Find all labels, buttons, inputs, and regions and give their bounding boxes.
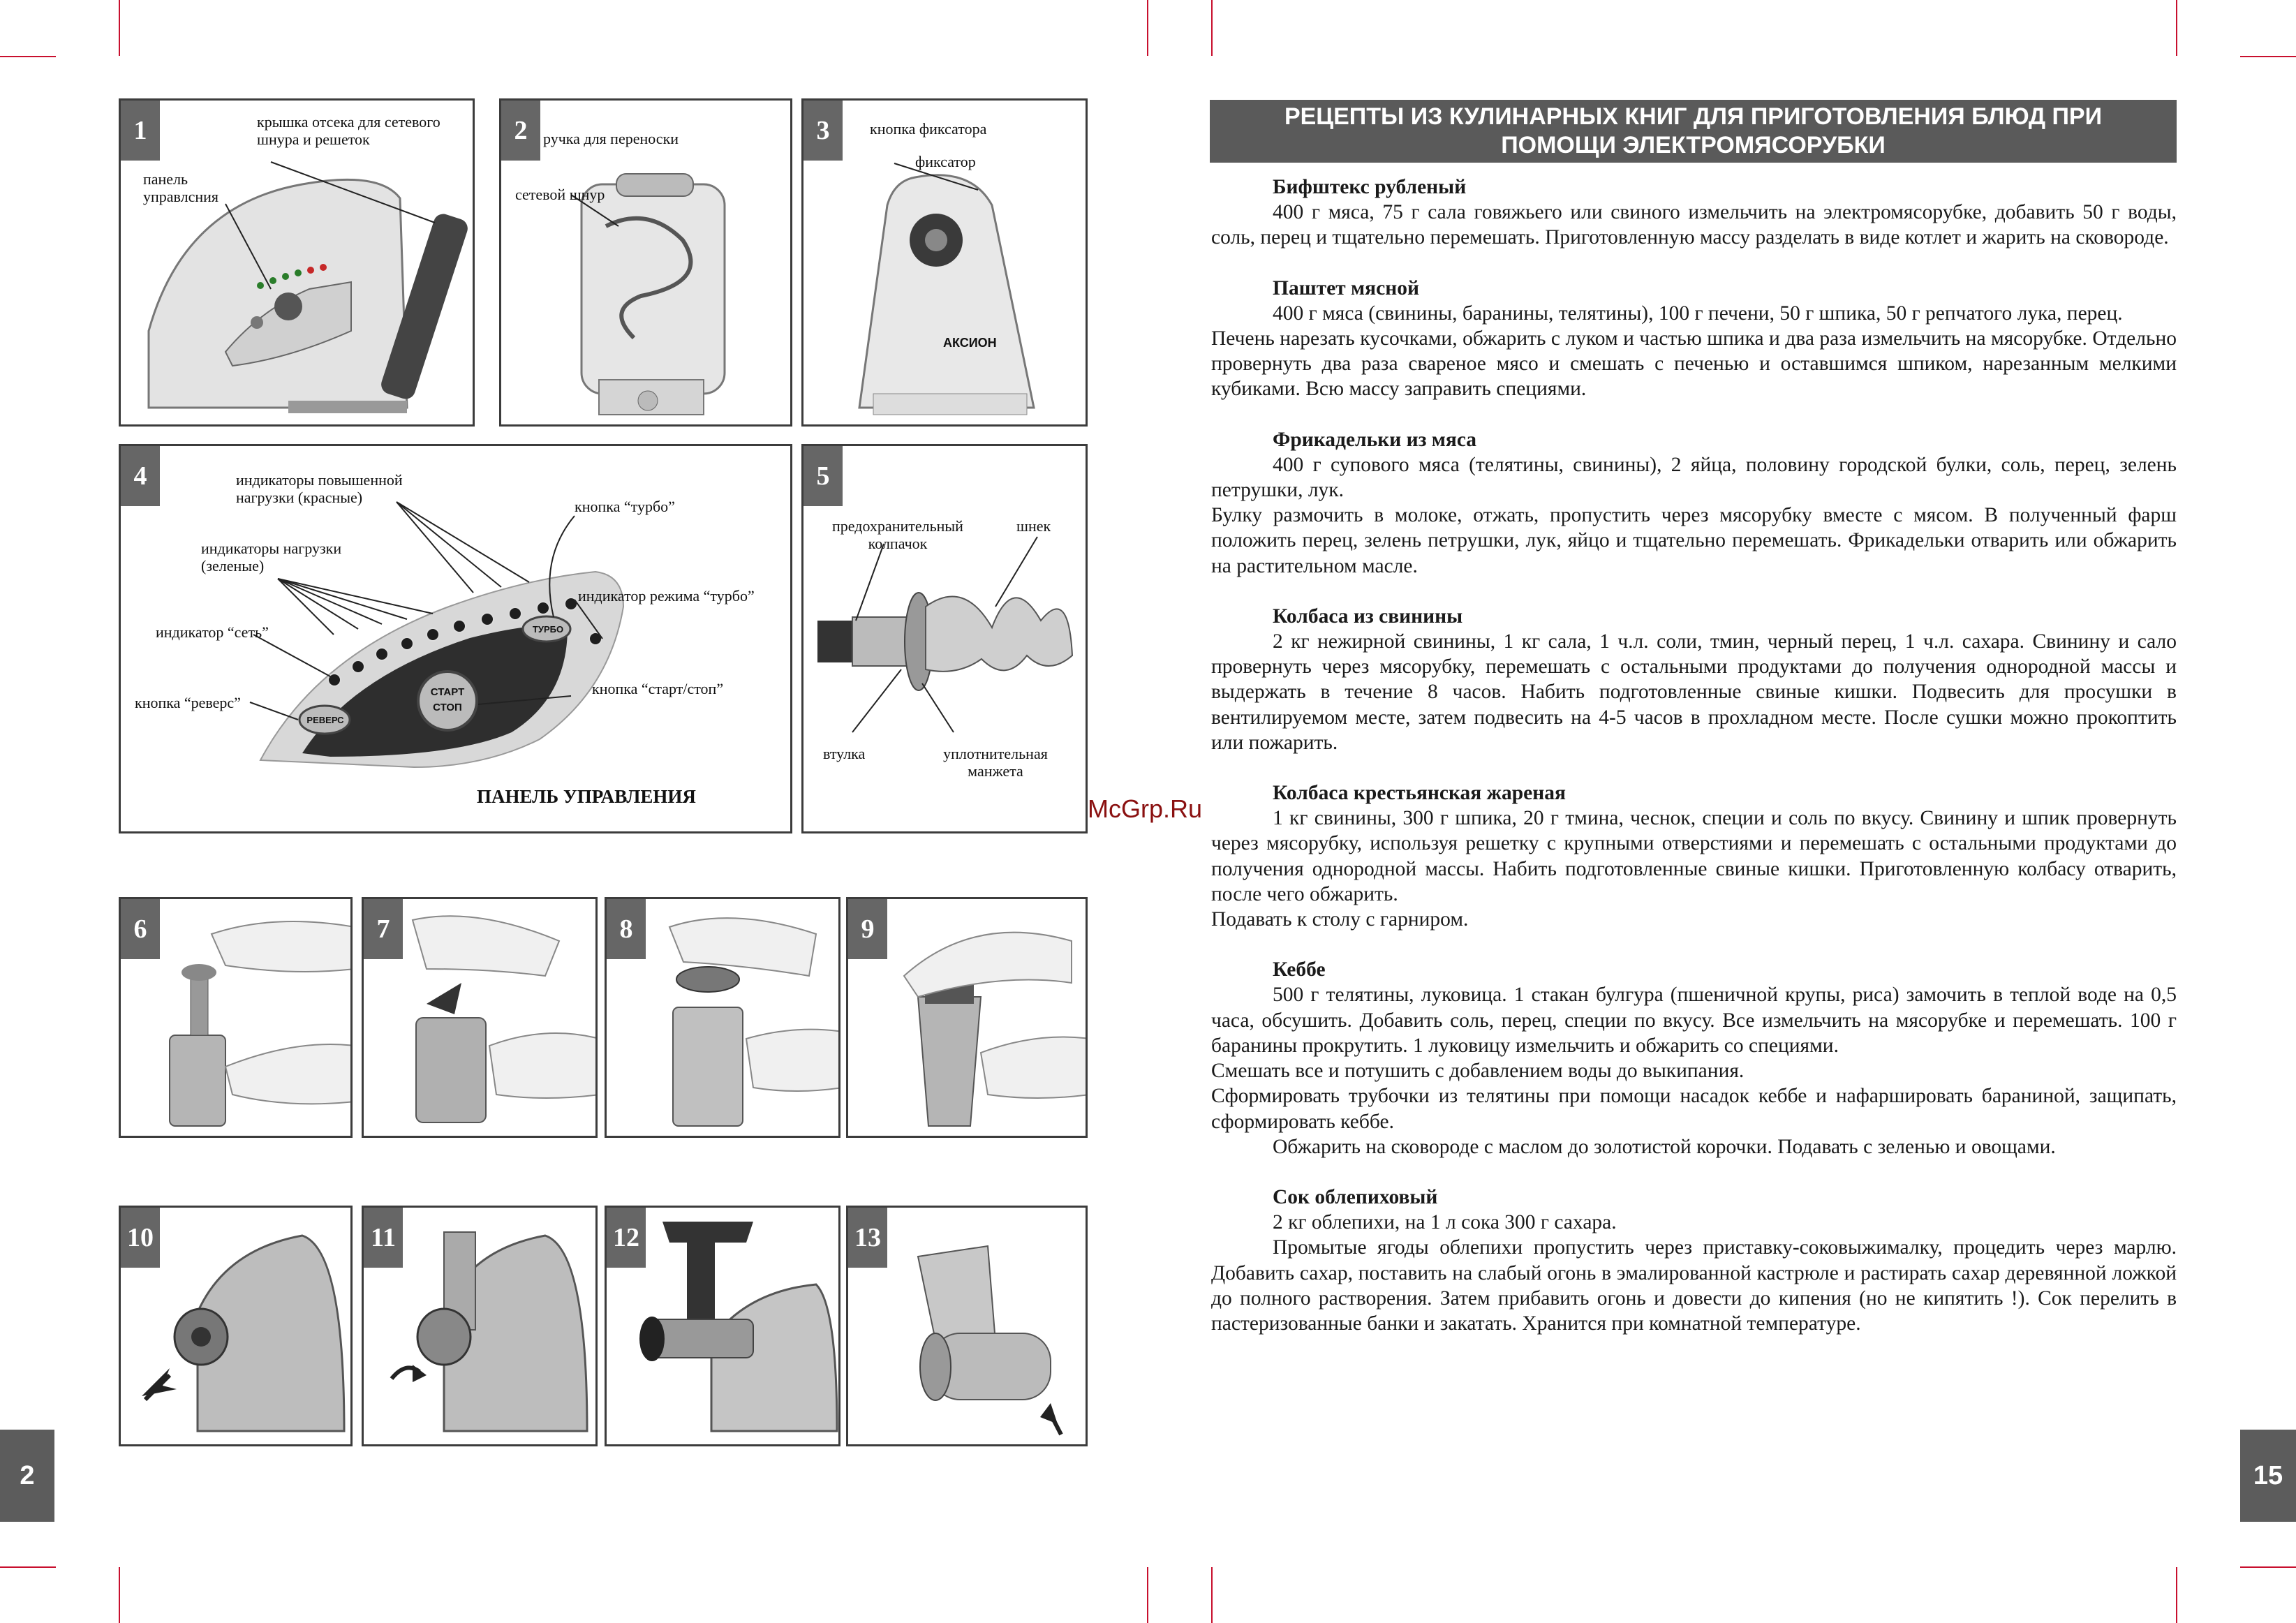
panel-number: 3 bbox=[803, 101, 843, 161]
recipe-text: Обжарить на сковороде с маслом до золотистой корочки. Подавать с зеленью и овощами. bbox=[1273, 1135, 2056, 1158]
panel-number: 7 bbox=[364, 899, 403, 959]
assembly-step-7-illustration bbox=[364, 899, 598, 1138]
recipe-text: Подавать к столу с гарниром. bbox=[1211, 908, 1469, 931]
button-text-stop: СТОП bbox=[433, 702, 462, 713]
heading-line-2: ПОМОЩИ ЭЛЕКТРОМЯСОРУБКИ bbox=[1501, 132, 1886, 158]
figure-panel-9 bbox=[846, 897, 1088, 1138]
recipe-text: Смешать все и потушить с добавлением воды до выкипания. bbox=[1211, 1060, 1745, 1083]
crop-mark-bottom-center-l bbox=[1147, 1567, 1148, 1623]
crop-mark-bottom-left-v bbox=[119, 1567, 120, 1623]
recipes-body bbox=[1211, 175, 2177, 1361]
recipe-text: 500 г телятины, луковица. 1 стакан булгура (пшеничной крупы, риса) замочить в теплой воде на 0,5 часа, обсушить. Добавить соль, перец, специи по вкусу. Все измельчить на мясорубке и перемешать. 100 г баранины прокрутить. 1 луковицу измельчить и обжарить со специями. bbox=[1211, 984, 2177, 1057]
panel-number: 12 bbox=[607, 1208, 646, 1268]
label-safety-cap: предохранительный колпачок bbox=[832, 517, 963, 552]
page-number-left: 2 bbox=[0, 1430, 54, 1522]
meat-grinder-back-illustration bbox=[501, 101, 792, 427]
panel-number: 9 bbox=[848, 899, 887, 959]
panel-number: 2 bbox=[501, 101, 540, 161]
figure-panel-13 bbox=[846, 1206, 1088, 1446]
recipe-text: Булку размочить в молоке, отжать, пропустить через мясорубку вместе с мясом. В полученный фарш положить перец, зелень петрушки, лук, яйцо и тщательно перемешать. Фрикадельки отварить или обжарить на растительном масле. bbox=[1211, 504, 2177, 577]
juicer-attachment-illustration bbox=[848, 1208, 1088, 1446]
crop-mark-top-right-v bbox=[2176, 0, 2177, 56]
recipe-text: 400 г мяса, 75 г сала говяжьего или свиного измельчить на электромясорубке, добавить 50 г воды, соль, перец и тщательно перемешать. Приготовленную массу разделать в виде котлет и жарить на сковороде. bbox=[1211, 201, 2177, 249]
label-control-panel: панель управлсния bbox=[143, 170, 219, 205]
brand-logo: АКСИОН bbox=[943, 336, 997, 350]
recipe-text: 400 г мяса (свинины, баранины, телятины), 100 г печени, 50 г шпика, 50 г репчатого лука, перец. bbox=[1273, 302, 2123, 325]
recipe-pork-sausage bbox=[1211, 604, 2177, 755]
crop-mark-top-left bbox=[0, 56, 56, 57]
recipe-text: 2 кг облепихи, на 1 л сока 300 г сахара. bbox=[1273, 1211, 1617, 1234]
label-lock-button: кнопка фиксатора bbox=[870, 120, 987, 138]
label-seal-ring: уплотнительная манжета bbox=[943, 745, 1048, 780]
label-carry-handle: ручка для переноски bbox=[543, 130, 679, 147]
recipe-title: Бифштекс рубленый bbox=[1273, 176, 1467, 198]
recipe-text: 2 кг нежирной свинины, 1 кг сала, 1 ч.л. соли, тмин, черный перец, 1 ч.л. сахара. Свинину и сало провернуть через мясорубку, перемешать с остальными продуктами до получения однородной массы и выдержать в течение 8 часов. Набить подготовленные свиные кишки. Подвесить для просушки в вентилируемом месте, затем подвесить на 4-5 часов в прохладном месте. После сушки можно прокоптить или пожарить. bbox=[1211, 630, 2177, 754]
recipe-beefsteak bbox=[1211, 175, 2177, 251]
heading-line-1: РЕЦЕПТЫ ИЗ КУЛИНАРНЫХ КНИГ ДЛЯ ПРИГОТОВЛЕНИЯ БЛЮД ПРИ bbox=[1284, 103, 2103, 130]
recipes-heading bbox=[1210, 100, 2177, 163]
panel-number: 5 bbox=[803, 446, 843, 506]
recipe-text: Промытые ягоды облепихи пропустить через приставку-соковыжималку, процедить через марлю. Добавить сахар, поставить на слабый огонь в эмалированной кастрюле и растирать сахар деревянной ложкой до полного растворения. Затем прибавить огонь и довести до кипения (но не кипятить !). Сок перелить в пастеризованные банки и закатать. Хранится при комнатной температуре. bbox=[1211, 1236, 2177, 1335]
recipe-title: Кеббе bbox=[1273, 958, 1326, 981]
figure-panel-7 bbox=[362, 897, 598, 1138]
button-text-turbo: ТУРБО bbox=[532, 624, 564, 635]
panel-number: 6 bbox=[121, 899, 160, 959]
label-sleeve: втулка bbox=[823, 745, 866, 762]
label-reverse-button: кнопка “реверс” bbox=[135, 694, 241, 711]
recipe-title: Паштет мясной bbox=[1273, 276, 1419, 299]
figure-panel-3 bbox=[801, 98, 1088, 427]
label-power-indicator: индикатор “сеть” bbox=[156, 623, 269, 641]
recipe-peasant-sausage bbox=[1211, 780, 2177, 932]
figure-panel-11 bbox=[362, 1206, 598, 1446]
panel-number: 8 bbox=[607, 899, 646, 959]
figure-panel-10 bbox=[119, 1206, 353, 1446]
figure-panel-6 bbox=[119, 897, 353, 1138]
recipe-title: Колбаса крестьянская жареная bbox=[1273, 782, 1566, 805]
figure-panel-5 bbox=[801, 444, 1088, 833]
crop-mark-bottom-right bbox=[2240, 1566, 2296, 1568]
meat-grinder-side-illustration bbox=[121, 101, 475, 427]
recipe-text: Печень нарезать кусочками, обжарить с луком и частью шпика и два раза измельчить на мясорубке. Отдельно провернуть два раза свареное мясо и смешать с печенью и оставшимся шпиком, нарезанным мелкими кубиками. Всю массу заправить специями. bbox=[1211, 327, 2177, 401]
label-auger: шнек bbox=[1016, 517, 1051, 535]
assembly-step-8-illustration bbox=[607, 899, 840, 1138]
crop-mark-bottom-right-v bbox=[2176, 1567, 2177, 1623]
label-turbo-mode-indicator: индикатор режима “турбо” bbox=[578, 587, 755, 605]
figure-panel-8 bbox=[605, 897, 840, 1138]
label-overload-indicators: индикаторы повышенной нагрузки (красные) bbox=[236, 471, 403, 506]
recipe-pate bbox=[1211, 276, 2177, 402]
assembly-step-9-illustration bbox=[848, 899, 1088, 1138]
figure-panel-2 bbox=[499, 98, 792, 427]
panel-number: 10 bbox=[121, 1208, 160, 1268]
assembly-step-10-illustration bbox=[121, 1208, 353, 1446]
recipe-title: Колбаса из свинины bbox=[1273, 605, 1463, 628]
crop-mark-bottom-center-r bbox=[1211, 1567, 1213, 1623]
recipe-text: 1 кг свинины, 300 г шпика, 20 г тмина, чеснок, специи и соль по вкусу. Свинину и шпик провернуть через мясорубку, используя решетку с крупными отверстиями и перемешать с остальными продуктами до получения однородной массы. Набить подготовленные свиные кишки. Приготовленную колбасу отварить, после чего обжарить. bbox=[1211, 807, 2177, 905]
label-lock: фиксатор bbox=[915, 153, 976, 170]
label-power-cord: сетевой шнур bbox=[515, 186, 605, 203]
page-number-right: 15 bbox=[2240, 1430, 2296, 1522]
crop-mark-top-right bbox=[2240, 56, 2296, 57]
figure-panel-1 bbox=[119, 98, 475, 427]
caption-control-panel: ПАНЕЛЬ УПРАВЛЕНИЯ bbox=[477, 786, 696, 807]
meat-grinder-front-illustration bbox=[803, 101, 1088, 427]
panel-number: 11 bbox=[364, 1208, 403, 1268]
panel-number: 1 bbox=[121, 101, 160, 161]
crop-mark-top-center-l bbox=[1147, 0, 1148, 56]
recipe-kibbeh bbox=[1211, 957, 2177, 1159]
crop-mark-top-center-r bbox=[1211, 0, 1213, 56]
recipe-title: Сок облепиховый bbox=[1273, 1185, 1438, 1208]
crop-mark-top-left-v bbox=[119, 0, 120, 56]
recipe-title: Фрикадельки из мяса bbox=[1273, 428, 1477, 451]
label-load-indicators: индикаторы нагрузки (зеленые) bbox=[201, 540, 342, 575]
crop-mark-bottom-left bbox=[0, 1566, 56, 1568]
panel-number: 4 bbox=[121, 446, 160, 506]
label-start-stop-button: кнопка “старт/стоп” bbox=[592, 680, 724, 697]
recipe-text: 400 г супового мяса (телятины, свинины), 2 яйца, половину городской булки, соль, перец, зелень петрушки, лук. bbox=[1211, 453, 2177, 502]
assembled-grinder-illustration bbox=[607, 1208, 840, 1446]
button-text-start: СТАРТ bbox=[430, 686, 465, 698]
label-turbo-button: кнопка “турбо” bbox=[575, 498, 675, 515]
watermark: McGrp.Ru bbox=[1088, 794, 1203, 823]
recipe-sea-buckthorn-juice bbox=[1211, 1185, 2177, 1336]
assembly-step-6-illustration bbox=[121, 899, 353, 1138]
label-cord-compartment-cover: крышка отсека для сетевого шнура и решеток bbox=[257, 113, 440, 148]
panel-number: 13 bbox=[848, 1208, 887, 1268]
figure-panel-12 bbox=[605, 1206, 840, 1446]
recipe-meatballs bbox=[1211, 427, 2177, 579]
figure-panel-4 bbox=[119, 444, 792, 833]
recipe-text: Сформировать трубочки из телятины при помощи насадок кеббе и нафаршировать бараниной, защипать, сформировать кеббе. bbox=[1211, 1085, 2177, 1133]
assembly-step-11-illustration bbox=[364, 1208, 598, 1446]
button-text-reverse: РЕВЕРС bbox=[306, 715, 344, 725]
